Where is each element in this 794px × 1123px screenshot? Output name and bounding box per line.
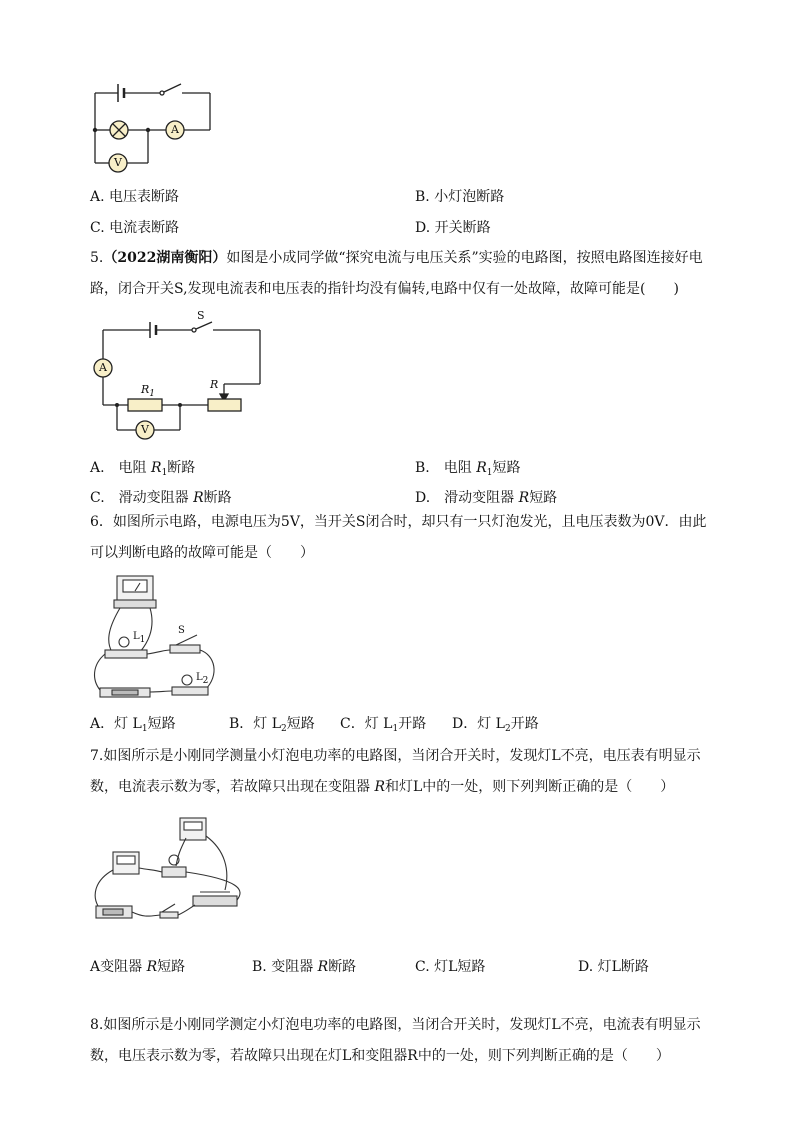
- q6-option-b[interactable]: B．灯 $L_2$短路: [229, 716, 315, 734]
- q5-switch-label: S: [197, 309, 205, 322]
- q5-r-label: R: [210, 378, 219, 391]
- q5-option-c[interactable]: C. 滑动变阻器 R断路: [90, 490, 232, 506]
- q4-option-b[interactable]: B. 小灯泡断路: [415, 189, 505, 205]
- q4-ammeter-label: A: [171, 123, 179, 136]
- q5-r1-label: $R_1$: [141, 383, 156, 399]
- q5-ammeter-label: A: [99, 361, 107, 374]
- q5-number: 5.: [90, 250, 104, 266]
- q5-option-d[interactable]: D. 滑动变阻器 R短路: [415, 490, 558, 506]
- q6-option-c[interactable]: C．灯 $L_1$开路: [340, 716, 427, 734]
- q6-option-d[interactable]: D．灯 $L_2$开路: [452, 716, 539, 734]
- q5-voltmeter-label: V: [141, 423, 149, 436]
- q6-switch-label: S: [178, 625, 185, 636]
- q5-option-b[interactable]: B. 电阻 $R_1$短路: [415, 460, 521, 478]
- q8-question-text: 8.如图所示是小刚同学测定小灯泡电功率的电路图，当闭合开关时，发现灯L不亮，电流表有明显示数，电压表示数为零，若故障只出现在灯L和变阻器R中的一处，则下列判断正确的是（ ）: [90, 1017, 701, 1064]
- q4-option-c[interactable]: C. 电流表断路: [90, 220, 180, 236]
- q7-question-text: 7.如图所示是小刚同学测量小灯泡电功率的电路图，当闭合开关时，发现灯L不亮，电压表有明显示数，电流表示数为零，若故障只出现在变阻器 R和灯L中的一处，则下列判断正确的是（ ）: [90, 748, 701, 795]
- q5-source: （2022湖南衡阳）: [103, 250, 227, 266]
- q5-option-a[interactable]: A. 电阻 $R_1$断路: [90, 460, 196, 478]
- q6-l2-label: L2: [196, 672, 209, 686]
- q6-l1-label: L1: [133, 631, 146, 645]
- q4-option-d[interactable]: D. 开关断路: [415, 220, 491, 236]
- q4-voltmeter-label: V: [114, 156, 122, 169]
- q4-option-a[interactable]: A. 电压表断路: [90, 189, 180, 205]
- q7-option-b[interactable]: B. 变阻器 R断路: [252, 959, 357, 975]
- q5-stem: 如图是小成同学做“探究电流与电压关系”实验的电路图，按照电路图连接好电路，闭合开关S,发现电流表和电压表的指针均没有偏转,电路中仅有一处故障，故障可能是( ): [90, 250, 703, 297]
- q7-option-a[interactable]: A变阻器 R短路: [90, 959, 186, 975]
- q7-option-c[interactable]: C. 灯L短路: [415, 959, 486, 975]
- q6-option-a[interactable]: A．灯 $L_1$短路: [90, 716, 176, 734]
- q6-question-text: 6．如图所示电路，电源电压为5V，当开关S闭合时，却只有一只灯泡发光，且电压表数为0V．由此可以判断电路的故障可能是（ ）: [90, 514, 707, 561]
- q7-option-d[interactable]: D. 灯L断路: [578, 959, 649, 975]
